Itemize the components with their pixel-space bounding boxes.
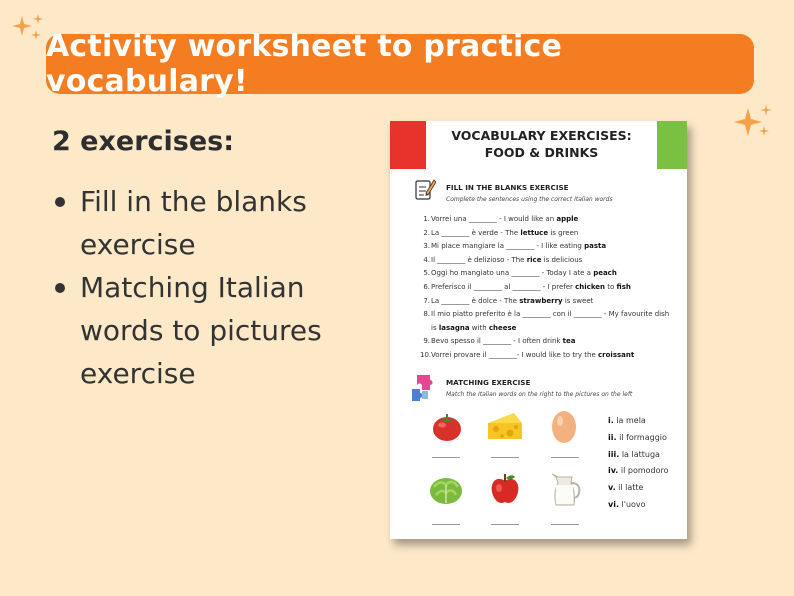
sentence-num: 4. [423, 255, 430, 264]
matching-exercise-title: MATCHING EXERCISE [446, 378, 531, 387]
sentence-bold2: cheese [488, 323, 517, 332]
matching-word-item [608, 463, 669, 480]
sentence-bold: pasta [584, 242, 607, 251]
sentence-row [420, 254, 682, 268]
matching-word-item [608, 447, 669, 464]
worksheet-header [390, 121, 687, 169]
italian-word: l'uovo [621, 499, 646, 509]
answer-line [432, 457, 460, 458]
matching-word-item [608, 430, 669, 447]
sentence-num: 10. [420, 350, 432, 359]
exercise-list [52, 180, 372, 395]
sentence-row [420, 213, 682, 227]
sentence-bold: peach [593, 269, 617, 278]
sentence-bold: lettuce [520, 228, 549, 237]
worksheet-title-line1: VOCABULARY EXERCISES: [451, 128, 632, 143]
green-color-bar [657, 121, 687, 169]
sparkle-icon [12, 14, 46, 45]
answer-line [432, 524, 460, 525]
word-numeral: iv. [608, 466, 619, 476]
sentence-row [420, 267, 682, 281]
sparkle-icon [734, 104, 774, 143]
sentence-pre: La ________ è dolce - The [431, 296, 520, 305]
sentence-pre: Mi piace mangiare la ________ - I like eating [431, 242, 585, 251]
worksheet-preview [390, 121, 687, 539]
tomato-icon [430, 409, 464, 443]
sentence-bold: lasagna [438, 323, 470, 332]
matching-word-item [608, 480, 669, 497]
header-banner [46, 29, 754, 99]
sentence-mid: to [605, 282, 617, 291]
list-item: Fill in the blanks exercise [52, 180, 372, 266]
sentence-row [420, 322, 682, 336]
sentence-num: 2. [423, 228, 430, 237]
list-item: Matching Italian words to pictures exercise [52, 266, 372, 395]
sentence-num: 9. [423, 337, 430, 346]
sentence-row [420, 281, 682, 295]
sentence-row [420, 227, 682, 241]
answer-line [551, 524, 579, 525]
sentence-num: 5. [423, 269, 430, 278]
sentence-post: is sweet [562, 296, 594, 305]
sentence-row [420, 335, 682, 349]
word-numeral: iii. [608, 449, 620, 459]
sentence-post: is green [548, 228, 579, 237]
sentence-num: 3. [423, 242, 430, 251]
italian-word: il pomodoro [620, 466, 669, 476]
matching-exercise-instructions: Match the Italian words on the right to the pictures on the left [446, 391, 633, 398]
italian-word: la mela [616, 416, 646, 425]
word-numeral: vi. [608, 499, 619, 509]
sentence-pre: Oggi ho mangiato una ________ - Today I ate a [431, 269, 594, 278]
sentence-num: 8. [423, 310, 430, 319]
fill-exercise-instructions: Complete the sentences using the correct Italian words [446, 196, 613, 203]
sentence-pre: Preferisco il ________ al ________ - I prefer [431, 282, 576, 291]
sentence-bold: strawberry [519, 296, 563, 305]
italian-word: il latte [618, 483, 644, 493]
sentence-bold: croissant [598, 350, 635, 359]
sentence-pre: Il ________ è delizioso - The [431, 255, 527, 264]
matching-word-item [608, 413, 669, 430]
matching-word-item [608, 497, 669, 514]
sentence-mid: with [469, 323, 489, 332]
cheese-icon [486, 409, 520, 443]
sentence-post: is delicious [541, 255, 583, 264]
sentence-pre: is [431, 323, 439, 332]
answer-line [551, 457, 579, 458]
puzzle-icon [410, 373, 436, 407]
sentence-num: 7. [423, 296, 430, 305]
sentence-bold2: fish [616, 282, 631, 291]
pencil-paper-icon [414, 177, 436, 205]
matching-word-list [608, 413, 669, 514]
worksheet-title-line2: FOOD & DRINKS [484, 145, 599, 160]
red-color-bar [390, 121, 426, 169]
banner-title: Activity worksheet to practice vocabulary! [46, 29, 563, 99]
lettuce-icon [428, 473, 462, 507]
milk-jug-icon [548, 471, 582, 505]
italian-word: la lattuga [621, 449, 660, 459]
sentence-num: 6. [423, 282, 430, 291]
sentence-row [420, 295, 682, 309]
apple-icon [488, 471, 522, 505]
answer-line [491, 524, 519, 525]
worksheet-title [426, 127, 657, 161]
sentence-bold: apple [556, 215, 579, 223]
sentence-pre: Vorrei una ________ - I would like an [431, 215, 557, 223]
sentence-pre: Bevo spesso il ________ - I often drink [431, 337, 563, 346]
sentence-list [420, 213, 682, 363]
sentence-pre: Il mio piatto preferito è la ________ con il ________ - My favourite dish [431, 310, 670, 319]
sentence-pre: La ________ è verde - The [431, 228, 521, 237]
sentence-num: 1. [423, 215, 430, 223]
italian-word: il formaggio [619, 432, 667, 442]
sentence-bold: tea [562, 337, 576, 346]
egg-icon [548, 407, 582, 441]
word-numeral: i. [608, 416, 614, 425]
sentence-row [420, 308, 682, 322]
fill-exercise-title: FILL IN THE BLANKS EXERCISE [446, 183, 569, 192]
word-numeral: ii. [608, 432, 617, 442]
sentence-row [420, 349, 682, 363]
sentence-row [420, 240, 682, 254]
exercises-heading: 2 exercises: [52, 126, 235, 157]
sentence-bold: rice [526, 255, 542, 264]
sentence-bold: chicken [575, 282, 606, 291]
answer-line [491, 457, 519, 458]
sentence-pre: Vorrei provare il ________- I would like to try the [431, 350, 599, 359]
word-numeral: v. [608, 483, 616, 493]
